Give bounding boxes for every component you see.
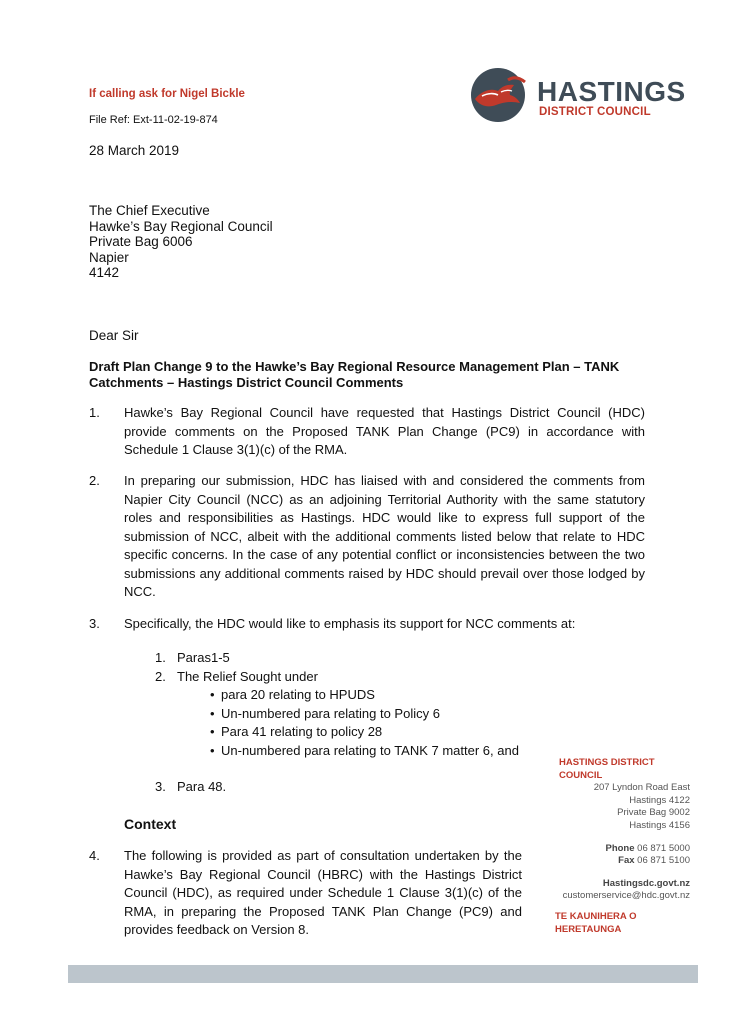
list-text: The Relief Sought under [177,668,318,684]
sidebar-address-line: Hastings 4122 [629,794,690,806]
paragraph-3 [89,615,645,634]
paragraph-number: 4. [89,848,100,863]
logo-name: HASTINGS [537,76,686,107]
sidebar-email: customerservice@hdc.govt.nz [562,890,690,902]
sidebar-council-name: HASTINGS DISTRICT COUNCIL [559,757,655,781]
list-item [155,778,318,797]
paragraph-text: Specifically, the HDC would like to emphasis its support for NCC comments at: [124,616,576,631]
address-line: Private Bag 6006 [89,234,193,249]
bullet-icon: • [210,742,215,758]
salutation: Dear Sir [89,328,139,343]
file-reference: File Ref: Ext-11-02-19-874 [89,114,218,126]
sidebar-website: Hastingsdc.govt.nz [602,877,690,889]
address-line: The Chief Executive [89,203,210,218]
paragraph-text: Hawke’s Bay Regional Council have requested that Hastings District Council (HDC) provide comments on the Proposed TANK Plan Change (PC9) in accordance with Schedule 1 Clause 3(1)(c) of the RMA. [124,405,645,457]
phone-label: Phone [605,842,635,854]
paragraph-text: The following is provided as part of consultation undertaken by the Hawke’s Bay Regional Council (HBRC) with the Hastings District Council (HDC), as required under Schedule 1 Clause 3(1)(c) of the RMA, in preparing the Proposed TANK Plan Change (PC9) and provides feedback on Version 8. [124,848,522,937]
council-contact-block [545,757,690,936]
sidebar-phone [545,843,690,856]
list-number: 3. [155,779,166,794]
address-line: Napier [89,249,129,265]
bullet-text: para 20 relating to HPUDS [221,687,375,702]
bullet-item [210,742,522,761]
relief-sought-bullets [210,686,522,760]
list-item [155,649,318,668]
logo-subtitle: DISTRICT COUNCIL [539,106,651,118]
bullet-item [210,705,522,724]
paragraph-number: 3. [89,616,100,631]
sidebar-fax [545,855,690,868]
list-text: Paras1-5 [177,650,230,665]
context-heading: Context [124,816,177,832]
address-line: Hawke’s Bay Regional Council [89,218,273,234]
list-number: 2. [155,668,166,684]
phone-number: 06 871 5000 [637,842,690,854]
sidebar-address-line: 207 Lyndon Road East [593,782,690,794]
paragraph-text: In preparing our submission, HDC has liaised with and considered the comments from Napier City Council (NCC) as an adjoining Territorial Authority with the same statutory roles and responsibilities as Hastings. HDC would like to express full support of the submission of NCC, albeit with the additional comments listed below that relate to HDC specific concerns. In the case of any potential conflict or inconsistencies between the two submissions any additional comments raised by HDC should prevail over those lodged by NCC. [124,473,645,599]
bullet-text: Para 41 relating to policy 28 [221,724,383,739]
recipient-address [89,203,273,281]
paragraph-number: 2. [89,473,100,488]
sidebar-address-line: Hastings 4156 [629,819,690,831]
paragraph-number: 1. [89,405,100,420]
bullet-icon: • [210,724,215,739]
hastings-logo [468,66,686,124]
paragraph-2 [89,472,645,602]
list-item [155,668,318,687]
footer-bar [68,965,698,983]
list-text: Para 48. [177,779,227,794]
fax-number: 06 871 5100 [637,855,690,867]
bullet-icon: • [210,687,215,702]
contact-line: If calling ask for Nigel Bickle [89,88,245,100]
subject-line: Draft Plan Change 9 to the Hawke’s Bay Regional Resource Management Plan – TANK Catchments – Hastings District Council Comments [89,359,620,390]
bullet-icon: • [210,705,215,721]
bullet-item [210,686,522,705]
bullet-text: Un-numbered para relating to Policy 6 [221,705,440,721]
paragraph-1 [89,404,645,460]
fax-label: Fax [618,855,635,867]
bullet-text: Un-numbered para relating to TANK 7 matter 6, and [221,742,519,758]
bullet-item [210,723,522,742]
address-line: 4142 [89,265,120,280]
sidebar-maori-name: TE KAUNIHERA O HERETAUNGA [555,910,637,935]
hastings-emblem-icon [468,66,532,124]
list-number: 1. [155,650,166,665]
letter-date: 28 March 2019 [89,143,180,158]
sidebar-address-line: Private Bag 9002 [617,807,690,819]
